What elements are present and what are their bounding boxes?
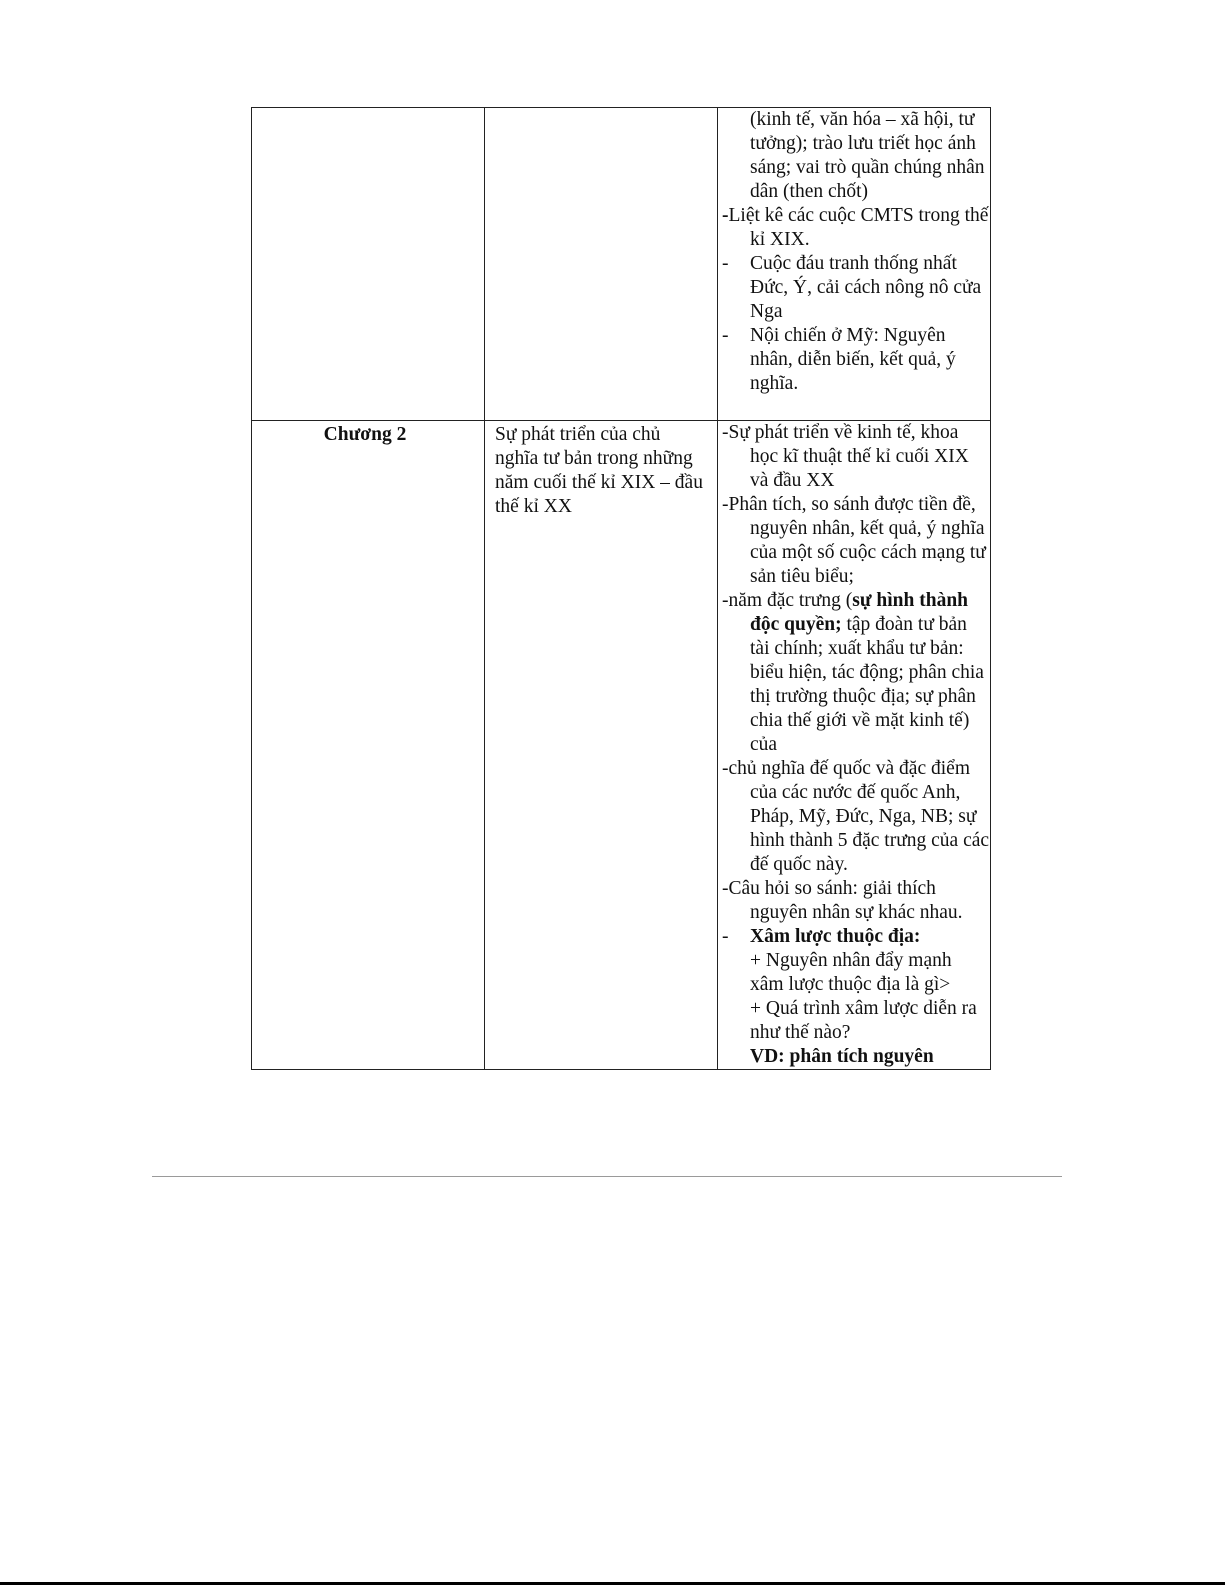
- list-item: -Câu hỏi so sánh: giải thích nguyên nhân sự khác nhau.: [722, 878, 963, 923]
- list-item: [722, 925, 990, 1069]
- chapter-cell: [252, 108, 485, 421]
- content-cell: [718, 421, 991, 1070]
- table-row: [252, 108, 991, 421]
- list-item: -Sự phát triển về kinh tế, khoa học kĩ thuật thế kỉ cuối XIX và đầu XX: [722, 422, 969, 491]
- list-item-text: Liệt kê các cuộc CMTS trong thế kỉ XIX.: [728, 205, 989, 250]
- list-item: [722, 252, 990, 324]
- content-list: [722, 108, 990, 396]
- section-heading: Xâm lược thuộc địa:: [750, 926, 921, 947]
- example-text: VD: phân tích nguyên: [750, 1046, 934, 1067]
- bullet-marker: -: [722, 926, 729, 947]
- list-item: (kinh tế, văn hóa – xã hội, tư tưởng); trào lưu triết học ánh sáng; vai trò quần chúng nhân dân (then chốt): [750, 109, 985, 202]
- table-row: [252, 421, 991, 1070]
- list-item: -năm đặc trưng (sự hình thành độc quyền; tập đoàn tư bản tài chính; xuất khẩu tư bản: biểu hiện, tác động; phân chia thị trường thuộc địa; sự phân chia thế giới về mặt kinh tế) của: [722, 590, 984, 755]
- list-item: [722, 324, 990, 396]
- list-item-text: Cuộc đáu tranh thống nhất Đức, Ý, cải cách nông nô cửa Nga: [750, 253, 982, 322]
- emphasis-text: sự hình thành độc quyền;: [750, 590, 969, 635]
- content-table: [251, 107, 991, 1070]
- bullet-marker: -: [722, 205, 729, 226]
- topic-text: Sự phát triển của chủ nghĩa tư bản trong những năm cuối thế kỉ XIX – đầu thế kỉ XX: [485, 421, 718, 1070]
- page-divider: [152, 1176, 1062, 1177]
- content-cell: [718, 108, 991, 421]
- list-item: -Phân tích, so sánh được tiền đề, nguyên nhân, kết quả, ý nghĩa của một số cuộc cách mạng tư sản tiêu biểu;: [722, 494, 986, 587]
- bullet-marker: -: [722, 325, 729, 346]
- chapter-title: Chương 2: [252, 421, 485, 1070]
- content-list: [722, 421, 990, 1069]
- bullet-marker: -: [722, 253, 729, 274]
- list-item-text: Nội chiến ở Mỹ: Nguyên nhân, diễn biến, kết quả, ý nghĩa.: [750, 325, 956, 394]
- list-item: [722, 204, 990, 252]
- list-item: -chủ nghĩa đế quốc và đặc điểm của các nước đế quốc Anh, Pháp, Mỹ, Đức, Nga, NB; sự hình thành 5 đặc trưng của các đế quốc này.: [722, 758, 990, 875]
- sub-item: + Nguyên nhân đẩy mạnh xâm lược thuộc địa là gì>: [750, 950, 952, 995]
- topic-cell: [485, 108, 718, 421]
- sub-item: + Quá trình xâm lược diễn ra như thế nào?: [750, 998, 977, 1043]
